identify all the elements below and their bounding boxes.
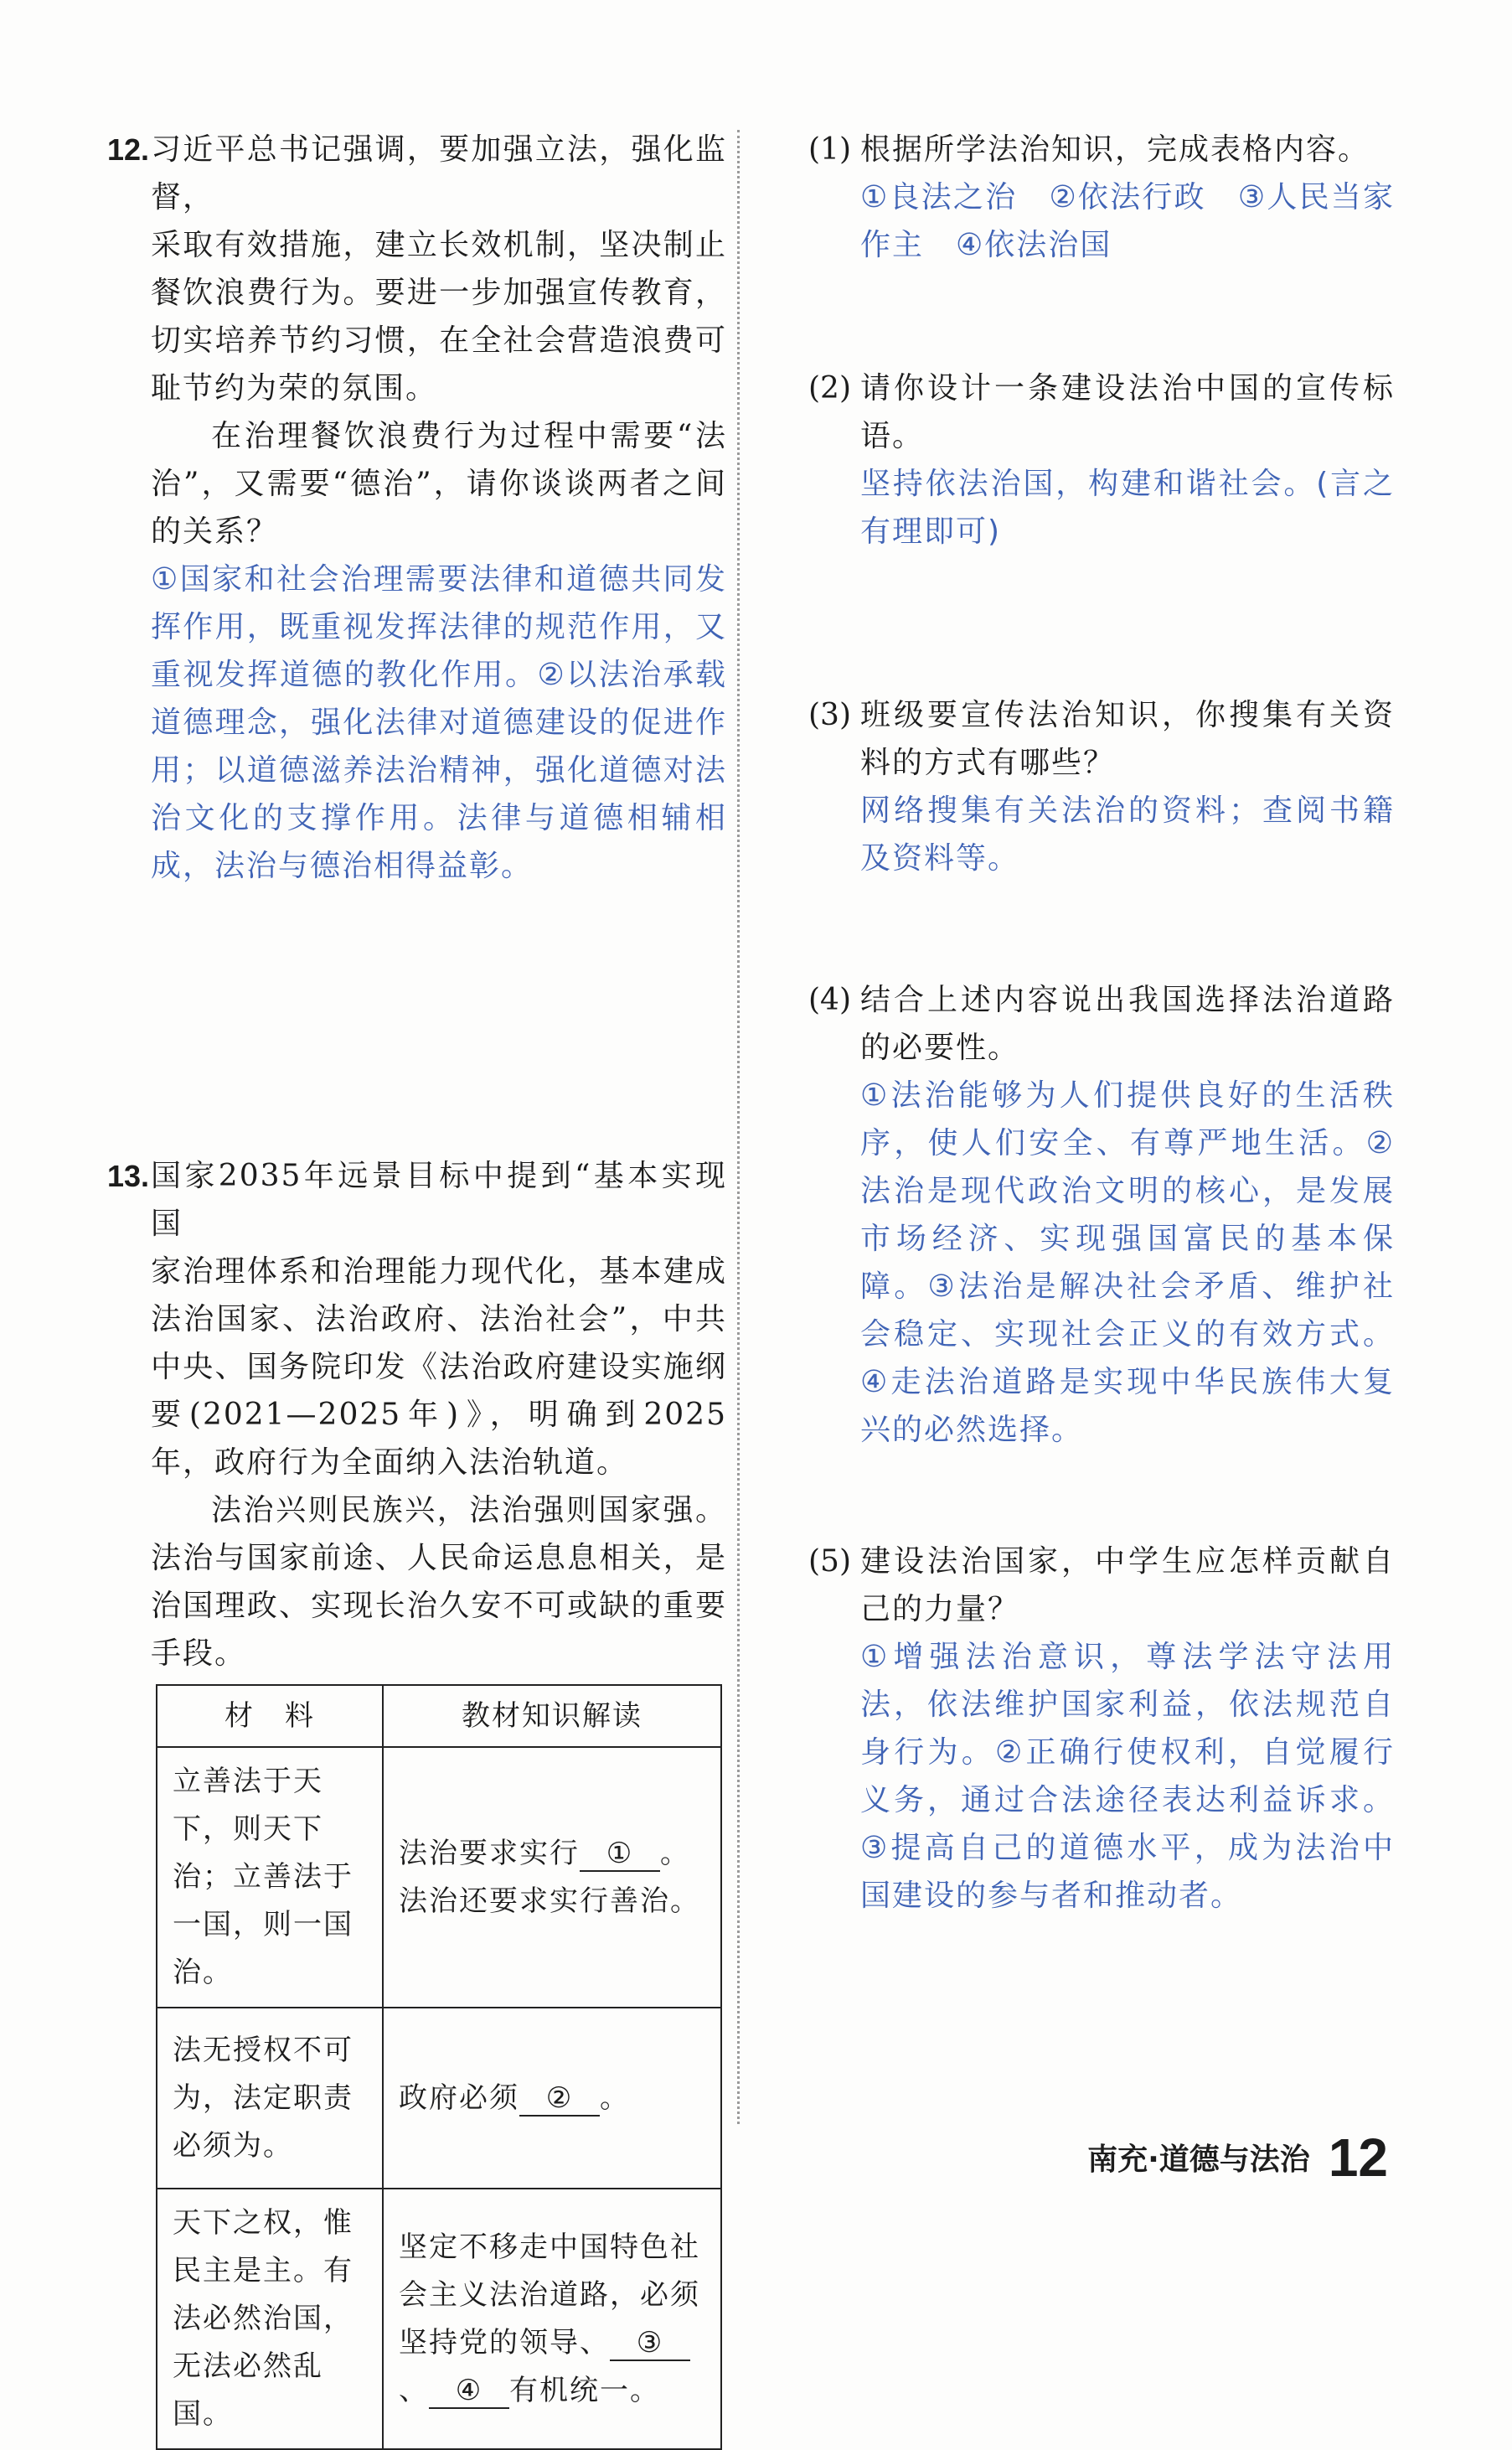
material-cell: 天下之权，惟民主是主。有法必然治国，无法必然乱国。: [157, 2189, 383, 2449]
answer-text: ①法治能够为人们提供良好的生活秩序，使人们安全、有尊严地生活。②法治是现代政治文明的核心，是发展市场经济、实现强国富民的基本保障。③法治是解决社会矛盾、维护社会稳定、实现社会正义的有效方式。④走法治道路是实现中华民族伟大复兴的必然选择。: [860, 1078, 1395, 1447]
interpretation-cell: [383, 2008, 721, 2189]
question-stem-first-line: 习近平总书记强调，要加强立法，强化监督，: [151, 132, 727, 215]
fill-blank: ①: [580, 1837, 660, 1872]
answer-text: 网络搜集有关法治的资料；查阅书籍及资料等。: [860, 793, 1395, 876]
table-row: [157, 2008, 721, 2189]
sub-question-text: 根据所学法治知识，完成表格内容。: [860, 132, 1370, 167]
sub-question-text: 建设法治国家，中学生应怎样贡献自己的力量？: [860, 1544, 1395, 1626]
table-row: [157, 1747, 721, 2008]
fill-blank: ③: [610, 2326, 690, 2361]
table-row: [157, 2189, 721, 2449]
right-column: [808, 126, 1395, 1920]
left-column: [107, 126, 727, 2450]
sub-question-number: (4): [808, 983, 851, 1017]
answer-text: ①国家和社会治理需要法律和道德共同发挥作用，既重视发挥法律的规范作用，又重视发挥道德的教化作用。②以法治承载道德理念，强化法律对道德建设的促进作用；以道德滋养法治精神，强化道德对法治文化的支撑作用。法律与道德相辅相成，法治与德治相得益彰。: [151, 562, 727, 883]
sub-question-text: 请你设计一条建设法治中国的宣传标语。: [860, 371, 1395, 453]
question-number: 12.: [107, 132, 150, 167]
material-table: [156, 1684, 722, 2450]
cell-text: 坚定不移走中国特色社会主义法治道路，必须坚持党的领导、: [399, 2230, 700, 2360]
material-cell: 立善法于天下，则天下治；立善法于一国，则一国治。: [157, 1747, 383, 2008]
answer-text: ①增强法治意识，尊法学法守法用法，依法维护国家利益，依法规范自身行为。②正确行使权利，自觉履行义务，通过合法途径表达利益诉求。③提高自己的道德水平，成为法治中国建设的参与者和推动者。: [860, 1640, 1395, 1913]
question-stem-first-line: 国家2035年远景目标中提到“基本实现国: [151, 1159, 727, 1241]
cell-text: 法治要求实行: [399, 1836, 580, 1870]
cell-text: 、: [399, 2373, 429, 2407]
sub-question-3: [808, 691, 1395, 976]
question-stem: 采取有效措施，建立长效机制，坚决制止餐饮浪费行为。要进一步加强宣传教育，切实培养节约习惯，在全社会营造浪费可耻节约为荣的氛围。: [151, 228, 727, 406]
sub-question-4: [808, 976, 1395, 1538]
page-footer: [1087, 2128, 1388, 2187]
table-header: 材 料: [157, 1685, 383, 1747]
question-paragraph: 法治兴则民族兴，法治强则国家强。法治与国家前途、人民命运息息相关，是治国理政、实现长治久安不可或缺的重要手段。: [151, 1493, 727, 1671]
sub-question-text: 结合上述内容说出我国选择法治道路的必要性。: [860, 983, 1395, 1065]
fill-blank: ④: [429, 2374, 509, 2409]
interpretation-cell: [383, 1747, 721, 2008]
answer-text: ①良法之治 ②依法行政 ③人民当家作主 ④依法治国: [860, 180, 1395, 262]
book-label: 南充·道德与法治: [1087, 2142, 1310, 2177]
sub-question-1: [808, 126, 1395, 364]
question-number: 13.: [107, 1159, 150, 1193]
question-12: [107, 126, 727, 1031]
column-divider: [737, 130, 740, 2124]
interpretation-cell: [383, 2189, 721, 2449]
sub-question-text: 班级要宣传法治知识，你搜集有关资料的方式有哪些？: [860, 698, 1395, 780]
cell-text: 。法治还要求实行善治。: [399, 1836, 700, 1918]
question-stem: 家治理体系和治理能力现代化，基本建成法治国家、法治政府、法治社会”，中共中央、国务院印发《法治政府建设实施纲要(2021—2025年)》，明确到2025年，政府行为全面纳入法治轨道。: [151, 1254, 727, 1480]
sub-question-number: (3): [808, 698, 851, 732]
sub-question-5: [808, 1538, 1395, 1920]
material-cell: 法无授权不可为，法定职责必须为。: [157, 2008, 383, 2189]
table-header: 教材知识解读: [383, 1685, 721, 1747]
table-header-row: [157, 1685, 721, 1747]
question-13: [107, 1152, 727, 2450]
question-prompt: 在治理餐饮浪费行为过程中需要“法治”，又需要“德治”，请你谈谈两者之间的关系？: [151, 419, 727, 549]
fill-blank: ②: [519, 2081, 600, 2117]
answer-text: 坚持依法治国，构建和谐社会。(言之有理即可): [860, 467, 1395, 549]
cell-text: 有机统一。: [509, 2373, 660, 2407]
cell-text: 。: [600, 2080, 630, 2115]
sub-question-number: (5): [808, 1544, 851, 1579]
sub-question-number: (2): [808, 371, 851, 406]
sub-question-number: (1): [808, 132, 851, 167]
sub-question-2: [808, 364, 1395, 691]
cell-text: 政府必须: [399, 2080, 519, 2115]
page-number: 12: [1328, 2127, 1388, 2188]
